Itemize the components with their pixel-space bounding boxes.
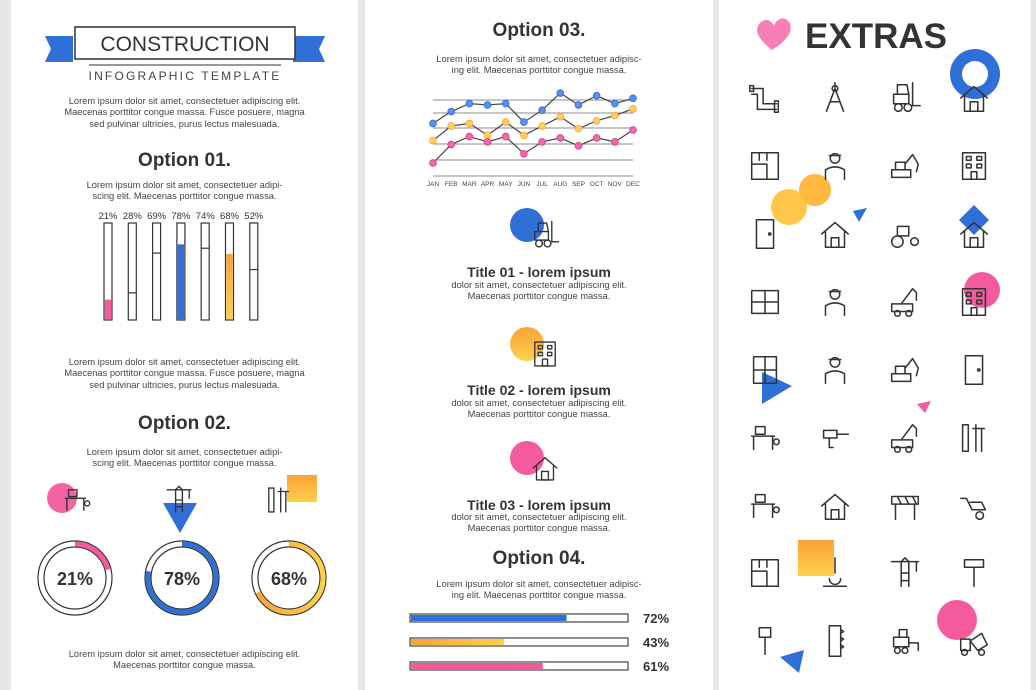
bar-label: 52% (244, 211, 264, 222)
data-point (593, 92, 600, 99)
data-point (593, 117, 600, 124)
x-tick-label: OCT (589, 181, 604, 188)
data-point (575, 142, 582, 149)
text-line: Lorem ipsum dolor sit amet, consectetuer adipisc- (436, 54, 642, 64)
bar-label: 78% (171, 211, 191, 222)
window-icon (752, 291, 779, 314)
drill-icon (824, 430, 849, 447)
option4-text (365, 579, 713, 602)
door-icon (756, 220, 773, 249)
data-point (484, 138, 491, 145)
data-point (630, 127, 637, 134)
x-tick-label: JUL (536, 181, 548, 188)
data-point (430, 137, 437, 144)
option3-text (365, 54, 713, 77)
data-point (484, 102, 491, 109)
floor-plan-icon (752, 153, 779, 180)
hbar-fill (411, 615, 567, 621)
line-chart (427, 90, 640, 188)
text-line: Lorem ipsum dolor sit amet, consectetuer adipi- (86, 447, 283, 457)
door-panel-icon (965, 356, 982, 385)
data-point (466, 133, 473, 140)
house-renovation-icon (822, 495, 849, 520)
data-point (611, 100, 618, 107)
data-point (557, 135, 564, 142)
item3-text (365, 512, 713, 535)
text-line: sed pulvinar ultricies, purus lectus malesuada. (89, 379, 280, 390)
pink-triangle (917, 401, 931, 413)
worker-icon (826, 290, 845, 316)
bar-label: 74% (195, 211, 215, 222)
text-line: Maecenas porttitor congue massa. (113, 660, 256, 671)
data-point (557, 113, 564, 120)
text-line: Maecenas porttitor congue massa. (467, 291, 611, 302)
donut-label: 78% (163, 569, 201, 589)
text-line: Lorem ipsum dolor sit amet, consectetuer adipi- (86, 180, 283, 190)
item-icons (510, 208, 559, 480)
furniture-icon (752, 495, 780, 518)
right-graphics (719, 0, 1031, 690)
horizontal-bar-chart (410, 611, 669, 674)
tools-icon (269, 488, 289, 512)
text-line: scing elit. Maecenas porttitor congue massa. (92, 458, 277, 469)
orange-square (798, 540, 834, 576)
donut-charts (38, 475, 326, 615)
apartment-icon (963, 153, 986, 180)
heart-icon (757, 18, 791, 50)
bar-outline (201, 223, 209, 320)
blue-triangle (780, 650, 804, 673)
data-point (521, 132, 528, 139)
building-icon (535, 342, 555, 366)
panel-right (719, 0, 1031, 690)
x-tick-label: MAR (462, 181, 477, 188)
text-line: dolor sit amet, consectetuer adipiscing elit. (451, 398, 627, 408)
bar-outline (153, 223, 161, 320)
saw-icon (829, 626, 843, 656)
data-point (611, 112, 618, 119)
item2-text (365, 398, 713, 421)
text-line: Lorem ipsum dolor sit amet, consectetuer adipisc- (436, 579, 642, 589)
extras-title: EXTRAS (805, 17, 947, 56)
blue-blob-hole (962, 61, 988, 87)
bar-outline (128, 223, 136, 320)
data-point (430, 160, 437, 167)
panel-middle (365, 0, 713, 690)
wheelbarrow-icon (961, 498, 986, 519)
option3-title: Option 03. (492, 20, 586, 41)
subtitle: INFOGRAPHIC TEMPLATE (88, 69, 282, 83)
intro-line: Maecenas porttitor congue massa. Fusce posuere, magna (64, 107, 305, 118)
item1-title: Title 01 - lorem ipsum (467, 264, 611, 280)
excavator-icon (892, 155, 919, 178)
banner-title: CONSTRUCTION (100, 33, 270, 56)
data-point (630, 105, 637, 112)
panel-left (11, 0, 358, 690)
hbar-label: 61% (643, 659, 670, 674)
hbar-fill (411, 663, 543, 669)
item3-title: Title 03 - lorem ipsum (467, 497, 611, 513)
text-line: ing elit. Maecenas porttitor congue massa. (451, 65, 627, 76)
bar-label: 68% (219, 211, 240, 222)
data-point (430, 120, 437, 127)
x-tick-label: NOV (607, 181, 622, 188)
text-line: scing elit. Maecenas porttitor congue massa. (92, 191, 277, 202)
pipes-icon (750, 86, 779, 113)
intro-line: Lorem ipsum dolor sit amet, consectetuer adipiscing elit. (68, 96, 301, 106)
bar-label: 69% (147, 211, 167, 222)
item2-title: Title 02 - lorem ipsum (467, 382, 611, 398)
option4-title: Option 04. (492, 548, 586, 569)
blue-triangle (163, 503, 197, 533)
data-point (557, 90, 564, 97)
text-line: Lorem ipsum dolor sit amet, consectetuer adipiscing elit. (68, 357, 301, 367)
text-line: Lorem ipsum dolor sit amet, consectetuer adipiscing elit. (68, 649, 301, 659)
vertical-bar-chart (98, 211, 263, 320)
bar-fill (105, 300, 111, 320)
data-point (502, 133, 509, 140)
blue-triangle (853, 208, 867, 222)
blue-diamond (959, 205, 989, 235)
road-roller-icon (892, 226, 919, 247)
intro-text (11, 96, 358, 130)
data-point (448, 108, 455, 115)
data-point (448, 141, 455, 148)
data-point (630, 95, 637, 102)
compass-icon (826, 83, 843, 112)
text-line: Maecenas porttitor congue massa. Fusce posuere, magna (64, 368, 305, 379)
bar-fill (178, 244, 184, 319)
data-point (502, 100, 509, 107)
text-line: Maecenas porttitor congue massa. (467, 523, 611, 534)
option1-text (11, 180, 358, 203)
pink-blob (937, 600, 977, 640)
text-line: dolor sit amet, consectetuer adipiscing elit. (451, 280, 627, 290)
tools-icon (963, 425, 985, 452)
paintbrush-icon (759, 628, 770, 655)
option2-text (11, 447, 358, 470)
icon-blob (510, 441, 544, 475)
crane-icon (892, 425, 917, 453)
ribbon-right (293, 36, 325, 62)
decorative-shapes (762, 49, 1000, 673)
excavator-small-icon (892, 359, 919, 382)
worker-painting-icon (826, 154, 845, 180)
text-line: ing elit. Maecenas porttitor congue massa. (451, 590, 627, 601)
series-line (433, 109, 633, 141)
intro-line: sed pulvinar ultricies, purus lectus malesuada. (89, 118, 280, 129)
data-point (539, 123, 546, 130)
data-point (521, 150, 528, 157)
x-tick-label: MAY (498, 181, 513, 188)
data-point (539, 138, 546, 145)
data-point (611, 138, 618, 145)
crane-truck-icon (892, 289, 917, 317)
data-point (575, 125, 582, 132)
orange-square (287, 475, 317, 502)
x-tick-label: JAN (426, 181, 440, 188)
bar-label: 28% (122, 211, 142, 222)
barrier-icon (892, 497, 919, 520)
house-drawing-icon (822, 223, 849, 248)
data-point (593, 135, 600, 142)
x-tick-label: AUG (553, 181, 568, 188)
worker-warning-icon (826, 358, 845, 384)
text-line: Maecenas porttitor congue massa. (467, 409, 611, 420)
donut-label: 21% (56, 569, 94, 589)
option2-title: Option 02. (138, 413, 231, 434)
blueprint-icon (752, 560, 779, 587)
x-tick-label: APR (480, 181, 495, 188)
item1-text (365, 280, 713, 303)
x-tick-label: JUN (517, 181, 531, 188)
x-tick-label: SEP (571, 181, 585, 188)
bulldozer-icon (894, 630, 919, 654)
option2-footer (11, 649, 358, 672)
desk-icon (752, 427, 780, 450)
x-tick-label: DEC (626, 181, 640, 188)
data-point (575, 102, 582, 109)
forklift-icon (894, 83, 921, 112)
option1-title: Option 01. (138, 150, 231, 171)
series-line (433, 130, 633, 163)
data-point (466, 100, 473, 107)
hammer-icon (965, 560, 984, 587)
hbar-label: 72% (643, 611, 670, 626)
bar-fill (226, 254, 232, 319)
data-point (521, 119, 528, 126)
text-line: dolor sit amet, consectetuer adipiscing elit. (451, 512, 627, 522)
hbar-fill (411, 639, 504, 645)
data-point (448, 123, 455, 130)
x-tick-label: FEB (444, 181, 458, 188)
data-point (539, 107, 546, 114)
bar-outline (250, 223, 258, 320)
data-point (502, 119, 509, 126)
data-point (466, 120, 473, 127)
icon-blob (510, 208, 544, 242)
bar-label: 21% (98, 211, 118, 222)
icon-grid (750, 83, 988, 656)
donut-label: 68% (270, 569, 308, 589)
ribbon-left (45, 36, 73, 62)
data-point (484, 132, 491, 139)
option1-after-text (11, 357, 358, 391)
hbar-label: 43% (643, 635, 670, 650)
tower-crane-icon (892, 558, 919, 587)
